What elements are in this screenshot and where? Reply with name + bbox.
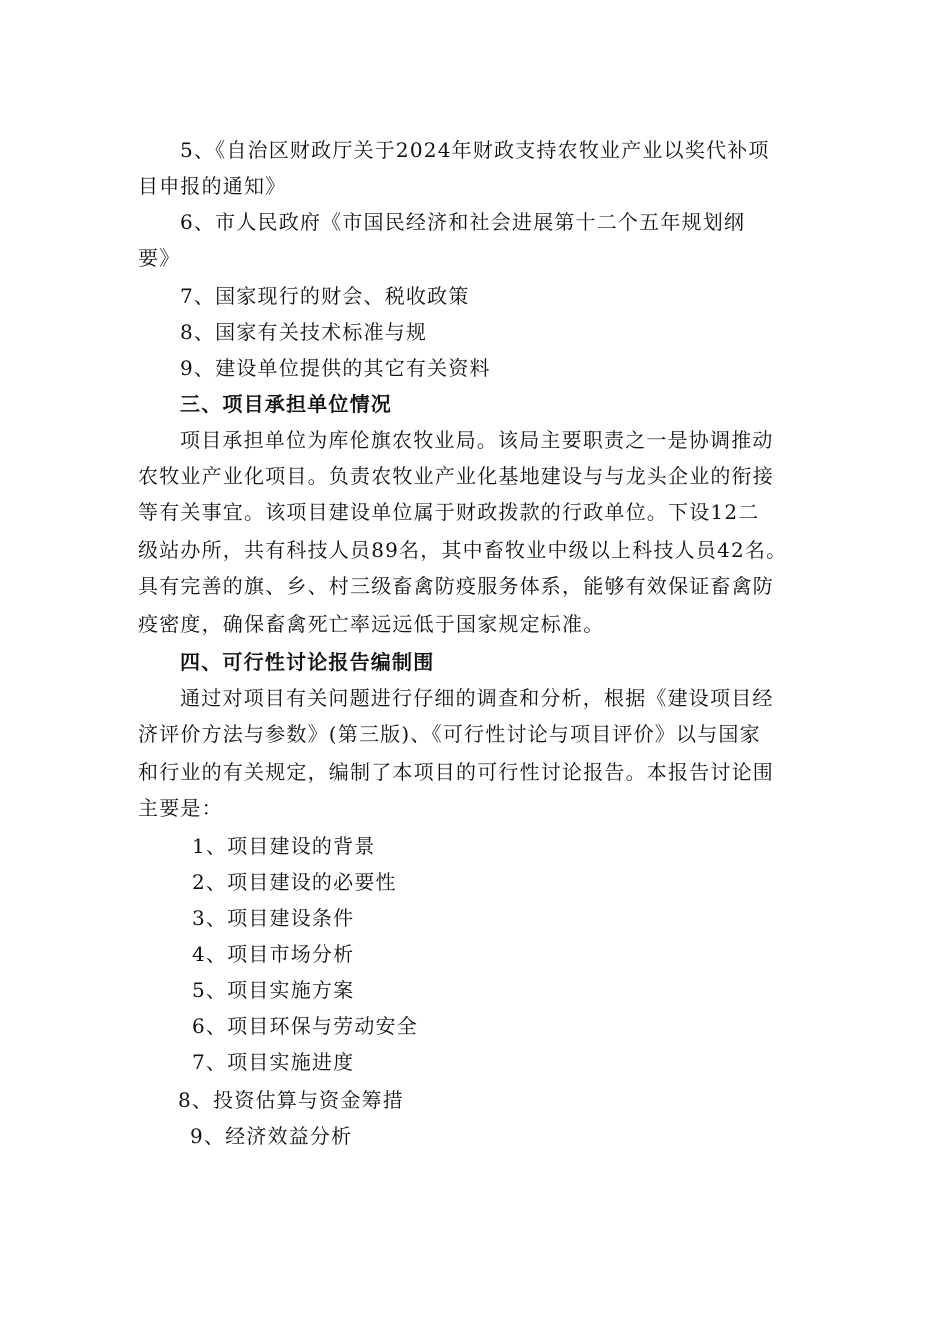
scope-item-5: 5、项目实施方案 [192,978,355,1002]
ref-item-5-line-2: 目申报的通知》 [138,174,287,198]
section-3-para-line-4: 级站办所，共有科技人员89名，其中畜牧业中级以上科技人员42名。 [138,538,788,562]
section-4-para-line-1: 通过对项目有关问题进行仔细的调查和分析，根据《建设项目经 [180,686,774,710]
scope-item-8: 8、投资估算与资金筹措 [178,1088,404,1112]
scope-item-7: 7、项目实施进度 [192,1050,355,1074]
scope-item-3: 3、项目建设条件 [192,906,355,930]
section-3-para-line-5: 具有完善的旗、乡、村三级畜禽防疫服务体系，能够有效保证畜禽防 [138,574,774,598]
section-3-heading: 三、项目承担单位情况 [180,392,392,416]
ref-item-9: 9、建设单位提供的其它有关资料 [180,356,491,380]
section-3-para-line-6: 疫密度，确保畜禽死亡率远远低于国家规定标准。 [138,612,605,636]
section-4-para-line-2: 济评价方法与参数》(第三版)、《可行性讨论与项目评价》以与国家 [138,722,761,746]
ref-item-6-line-2: 要》 [138,246,181,270]
ref-item-7: 7、国家现行的财会、税收政策 [180,284,470,308]
scope-item-9: 9、经济效益分析 [190,1124,353,1148]
section-4-para-line-3: 和行业的有关规定，编制了本项目的可行性讨论报告。本报告讨论围 [138,760,774,784]
ref-item-5-line-1: 5、《自治区财政厅关于2024年财政支持农牧业产业以奖代补项 [180,138,770,162]
scope-item-4: 4、项目市场分析 [192,942,355,966]
section-3-para-line-2: 农牧业产业化项目。负责农牧业产业化基地建设与与龙头企业的衔接 [138,464,774,488]
scope-item-6: 6、项目环保与劳动安全 [192,1014,418,1038]
section-4-para-line-4: 主要是： [138,796,223,820]
section-4-heading: 四、可行性讨论报告编制围 [180,650,435,674]
ref-item-8: 8、国家有关技术标准与规 [180,320,428,344]
scope-item-1: 1、项目建设的背景 [192,834,376,858]
section-3-para-line-3: 等有关事宜。该项目建设单位属于财政拨款的行政单位。下设12二 [138,500,760,524]
scope-item-2: 2、项目建设的必要性 [192,870,397,894]
ref-item-6-line-1: 6、市人民政府《市国民经济和社会进展第十二个五年规划纲 [180,210,746,234]
section-3-para-line-1: 项目承担单位为库伦旗农牧业局。该局主要职责之一是协调推动 [180,428,774,452]
